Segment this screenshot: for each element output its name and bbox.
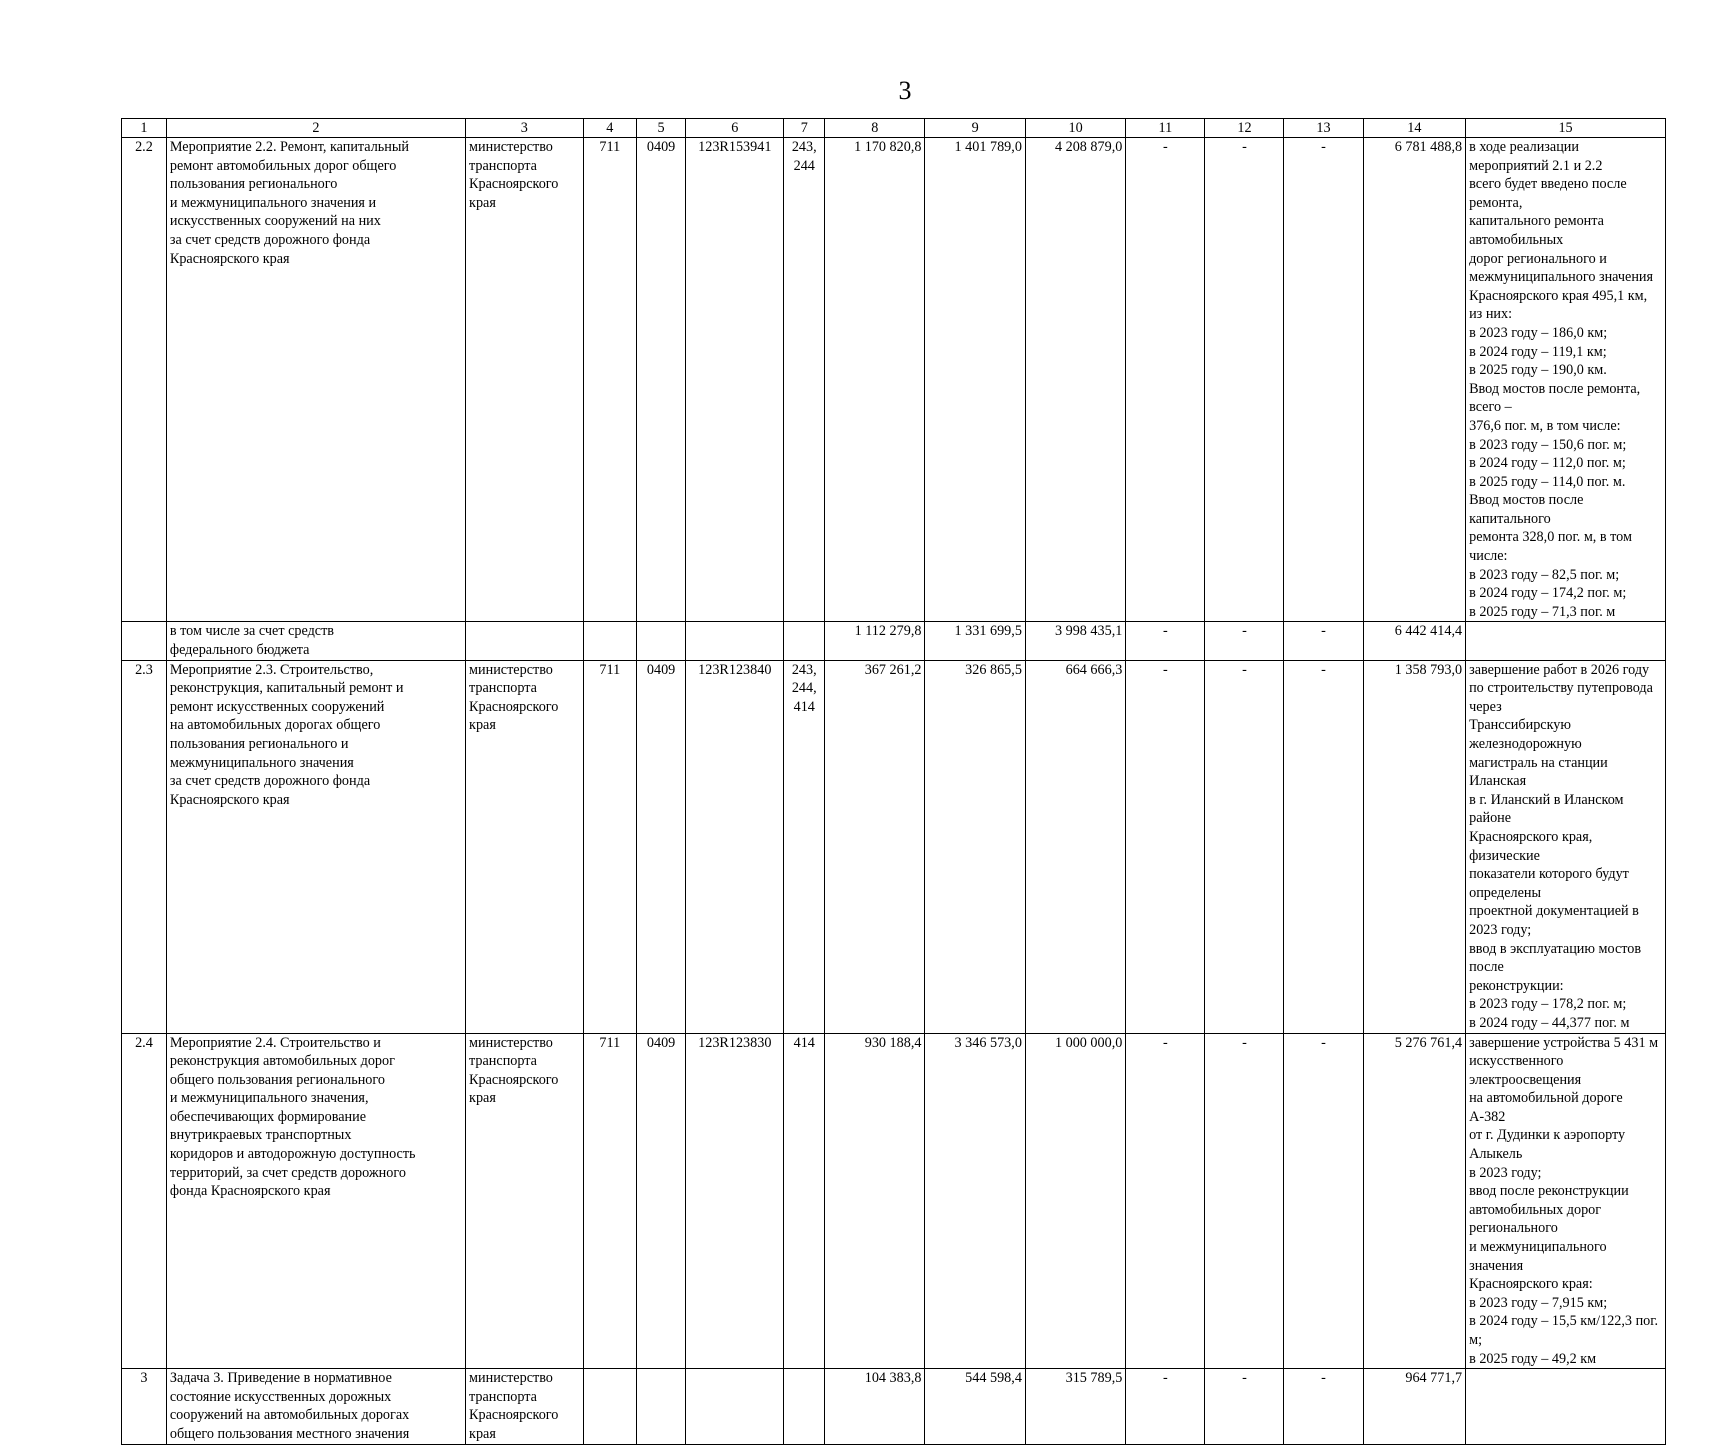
expense-type [784,622,825,660]
activity-name: Мероприятие 2.3. Строительство, реконструкция, капитальный ремонт и ремонт искусственных сооружений на автомобильных дорогах общего пользования регионального и межмуниципального значения за счет средств дорожного фонда Красноярского края [166,660,465,1033]
table-row [122,622,1666,660]
grbs-code [583,1369,636,1445]
expense-type: 414 [784,1033,825,1369]
expense-type: 243, 244 [784,138,825,622]
activity-name: в том числе за счет средств федерального бюджета [166,622,465,660]
column-header: 7 [784,119,825,138]
column-header: 5 [637,119,686,138]
amount-col8: 1 112 279,8 [825,622,925,660]
budget-table [121,118,1666,1445]
amount-col11: - [1126,1369,1205,1445]
row-number [122,622,167,660]
expected-result: завершение работ в 2026 году по строительству путепровода через Транссибирскую железнодорожную магистраль на станции Иланская в г. Иланский в Иланском районе Красноярского края, физические показатели которого будут определены проектной документацией в 2023 году; ввод в эксплуатацию мостов после реконструкции: в 2023 году – 178,2 пог. м; в 2024 году – 44,377 пог. м [1466,660,1666,1033]
target-article: 123R123840 [686,660,784,1033]
section-code: 0409 [637,660,686,1033]
table-row [122,138,1666,622]
activity-name: Мероприятие 2.2. Ремонт, капитальный ремонт автомобильных дорог общего пользования регионального и межмуниципального значения и искусственных сооружений на них за счет средств дорожного фонда Красноярского края [166,138,465,622]
activity-name: Задача 3. Приведение в нормативное состояние искусственных дорожных сооружений на автомобильных дорогах общего пользования местного значения [166,1369,465,1445]
expense-type [784,1369,825,1445]
amount-col9: 326 865,5 [925,660,1025,1033]
column-header: 15 [1466,119,1666,138]
column-header: 10 [1025,119,1125,138]
amount-col9: 544 598,4 [925,1369,1025,1445]
row-number: 2.4 [122,1033,167,1369]
amount-col12: - [1205,660,1284,1033]
amount-col13: - [1284,622,1363,660]
amount-col8: 930 188,4 [825,1033,925,1369]
executor: министерство транспорта Красноярского края [466,1033,584,1369]
amount-col13: - [1284,660,1363,1033]
column-header: 1 [122,119,167,138]
activity-name: Мероприятие 2.4. Строительство и реконструкция автомобильных дорог общего пользования регионального и межмуниципального значения, обеспечивающих формирование внутрикраевых транспортных коридоров и автодорожную доступность территорий, за счет средств дорожного фонда Красноярского края [166,1033,465,1369]
target-article: 123R123830 [686,1033,784,1369]
column-header: 12 [1205,119,1284,138]
executor: министерство транспорта Красноярского края [466,660,584,1033]
grbs-code [583,622,636,660]
section-code: 0409 [637,138,686,622]
amount-col10: 1 000 000,0 [1025,1033,1125,1369]
table-row [122,660,1666,1033]
table-row [122,1033,1666,1369]
amount-col10: 3 998 435,1 [1025,622,1125,660]
section-code [637,1369,686,1445]
amount-col13: - [1284,1033,1363,1369]
amount-col12: - [1205,622,1284,660]
amount-col13: - [1284,1369,1363,1445]
amount-col8: 367 261,2 [825,660,925,1033]
header-row [122,119,1666,138]
column-header: 8 [825,119,925,138]
amount-col12: - [1205,1369,1284,1445]
amount-total: 5 276 761,4 [1363,1033,1466,1369]
amount-total: 964 771,7 [1363,1369,1466,1445]
column-header: 4 [583,119,636,138]
amount-col8: 1 170 820,8 [825,138,925,622]
executor: министерство транспорта Красноярского края [466,1369,584,1445]
expected-result [1466,1369,1666,1445]
amount-col10: 4 208 879,0 [1025,138,1125,622]
executor: министерство транспорта Красноярского края [466,138,584,622]
amount-col10: 664 666,3 [1025,660,1125,1033]
amount-col11: - [1126,660,1205,1033]
expected-result: завершение устройства 5 431 м искусственного электроосвещения на автомобильной дороге А-382 от г. Дудинки к аэропорту Алыкель в 2023 году; ввод после реконструкции автомобильных дорог регионального и межмуниципального значения Красноярского края: в 2023 году – 7,915 км; в 2024 году – 15,5 км/122,3 пог. м; в 2025 году – 49,2 км [1466,1033,1666,1369]
row-number: 2.3 [122,660,167,1033]
grbs-code: 711 [583,1033,636,1369]
column-header: 6 [686,119,784,138]
amount-col11: - [1126,138,1205,622]
amount-col9: 3 346 573,0 [925,1033,1025,1369]
target-article: 123R153941 [686,138,784,622]
amount-col8: 104 383,8 [825,1369,925,1445]
expense-type: 243, 244, 414 [784,660,825,1033]
amount-col11: - [1126,622,1205,660]
page-number: 3 [898,76,912,105]
amount-col12: - [1205,138,1284,622]
amount-total: 6 781 488,8 [1363,138,1466,622]
amount-total: 6 442 414,4 [1363,622,1466,660]
expected-result: в ходе реализации мероприятий 2.1 и 2.2 всего будет введено после ремонта, капитального ремонта автомобильных дорог регионального и межмуниципального значения Красноярского края 495,1 км, из них: в 2023 году – 186,0 км; в 2024 году – 119,1 км; в 2025 году – 190,0 км. Ввод мостов после ремонта, всего – 376,6 пог. м, в том числе: в 2023 году – 150,6 пог. м; в 2024 году – 112,0 пог. м; в 2025 году – 114,0 пог. м. Ввод мостов после капитального ремонта 328,0 пог. м, в том числе: в 2023 году – 82,5 пог. м; в 2024 году – 174,2 пог. м; в 2025 году – 71,3 пог. м [1466,138,1666,622]
table-row [122,1369,1666,1445]
executor [466,622,584,660]
grbs-code: 711 [583,660,636,1033]
amount-col13: - [1284,138,1363,622]
column-header: 14 [1363,119,1466,138]
column-header: 3 [466,119,584,138]
amount-col12: - [1205,1033,1284,1369]
section-code [637,622,686,660]
amount-col9: 1 401 789,0 [925,138,1025,622]
row-number: 3 [122,1369,167,1445]
row-number: 2.2 [122,138,167,622]
target-article [686,622,784,660]
amount-col11: - [1126,1033,1205,1369]
amount-col10: 315 789,5 [1025,1369,1125,1445]
section-code: 0409 [637,1033,686,1369]
amount-total: 1 358 793,0 [1363,660,1466,1033]
amount-col9: 1 331 699,5 [925,622,1025,660]
column-header: 2 [166,119,465,138]
target-article [686,1369,784,1445]
grbs-code: 711 [583,138,636,622]
column-header: 11 [1126,119,1205,138]
column-header: 13 [1284,119,1363,138]
column-header: 9 [925,119,1025,138]
expected-result [1466,622,1666,660]
